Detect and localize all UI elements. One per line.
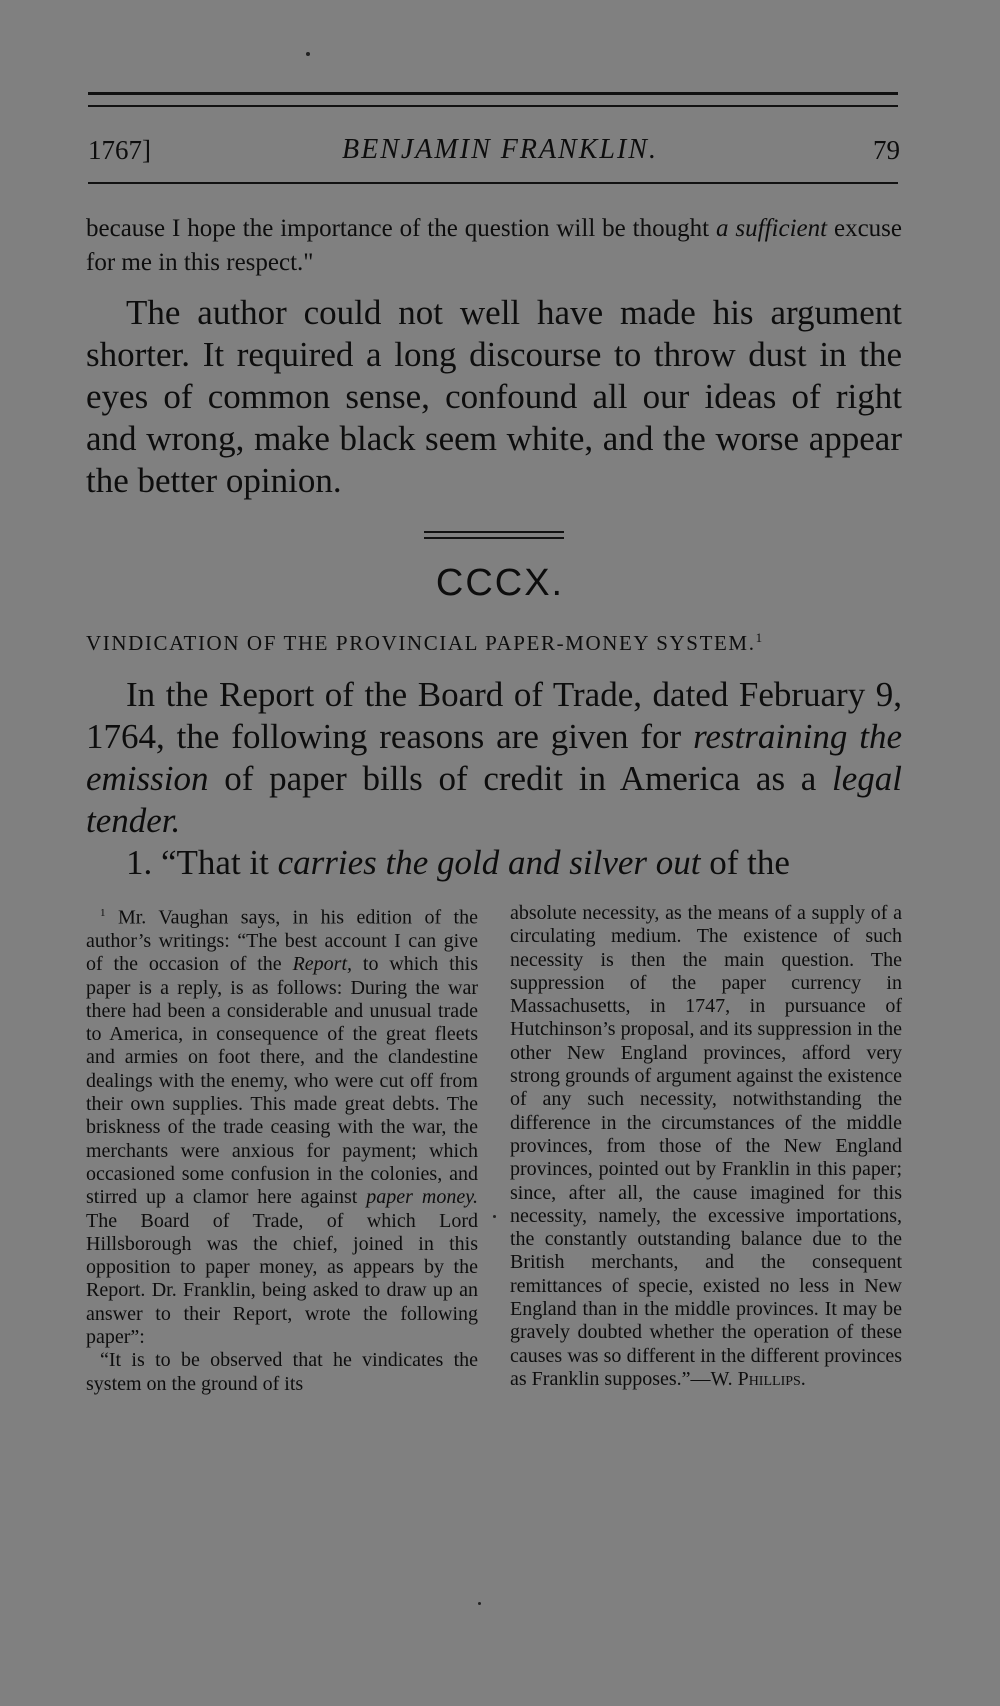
header-rule-second bbox=[88, 105, 898, 107]
print-speck bbox=[493, 1215, 496, 1218]
footnote-reference: 1 bbox=[755, 630, 764, 645]
section-title: VINDICATION OF THE PROVINCIAL PAPER-MONEY SYSTEM.$^1$ bbox=[86, 630, 764, 655]
section-divider-top bbox=[424, 531, 564, 533]
body-paragraph: The author could not well have made his argument shorter. It required a long discourse to throw dust in the eyes of common sense, confound all our ideas of right and wrong, make black seem white, and the worse appear the better opinion. bbox=[86, 293, 902, 500]
print-speck bbox=[478, 1602, 481, 1605]
running-head-title: BENJAMIN FRANKLIN. bbox=[342, 134, 658, 165]
footnote-column-left: $^1$ Mr. Vaughan says, in his edition of the author’s writings: “The best account I can give of the occasion of the Report, to which this paper is a reply, is as follows: During the war there had been a considerable and unusual trade to America, in consequence of the great fleets and armies on foot there, and the clandestine dealings with the enemy, who were cut off from their own supplies. This made great debts. The briskness of the trade ceasing with the war, the merchants were anxious for payment; which occasioned some confusion in the colonies, and stirred up a clamor here against paper money. The Board of Trade, of which Lord Hillsborough was the chief, joined in this opposition to paper money, as appears by the Report. Dr. Franklin, being asked to draw up an answer to their Report, wrote the following paper”: “It is to be observed that he vindicates the system on the ground of its bbox=[86, 906, 478, 1395]
continued-quote: because I hope the importance of the question will be thought a sufficient excuse for me in this respect." bbox=[86, 215, 902, 276]
section-body: In the Report of the Board of Trade, dated February 9, 1764, the following reasons are given for restraining the emission of paper bills of credit in America as a legal tender. 1. “That it carries the gold and silver out of the bbox=[86, 675, 903, 882]
running-head-year: 1767] bbox=[88, 135, 151, 165]
page-number: 79 bbox=[873, 135, 900, 165]
header-rule-bottom bbox=[88, 182, 898, 184]
print-speck bbox=[306, 52, 310, 56]
header-rule-top bbox=[88, 92, 898, 95]
section-number: CCCX. bbox=[435, 562, 565, 604]
section-divider-bottom bbox=[424, 537, 564, 539]
footnote-column-right: absolute necessity, as the means of a supply of a circulating medium. The existence of such necessity is then the main question. The suppression of the paper currency in Massachusetts, in 1747, in pursuance of Hutchinson’s proposal, and its suppression in the other New England provinces, afford very strong grounds of argument against the existence of any such necessity, notwithstanding the difference in the circumstances of the middle provinces, from those of the New England provinces, pointed out by Franklin in this paper; since, after all, the cause imagined for this necessity, namely, the excessive importations, the constantly outstanding balance due to the British merchants, and the consequent remittances of specie, existed no less in New England than in the middle provinces. It may be gravely doubted whether the operation of these causes was so different in the different provinces as Franklin supposes.”—W. Phillips. bbox=[510, 902, 902, 1390]
footnote-marker: 1 bbox=[100, 907, 106, 919]
